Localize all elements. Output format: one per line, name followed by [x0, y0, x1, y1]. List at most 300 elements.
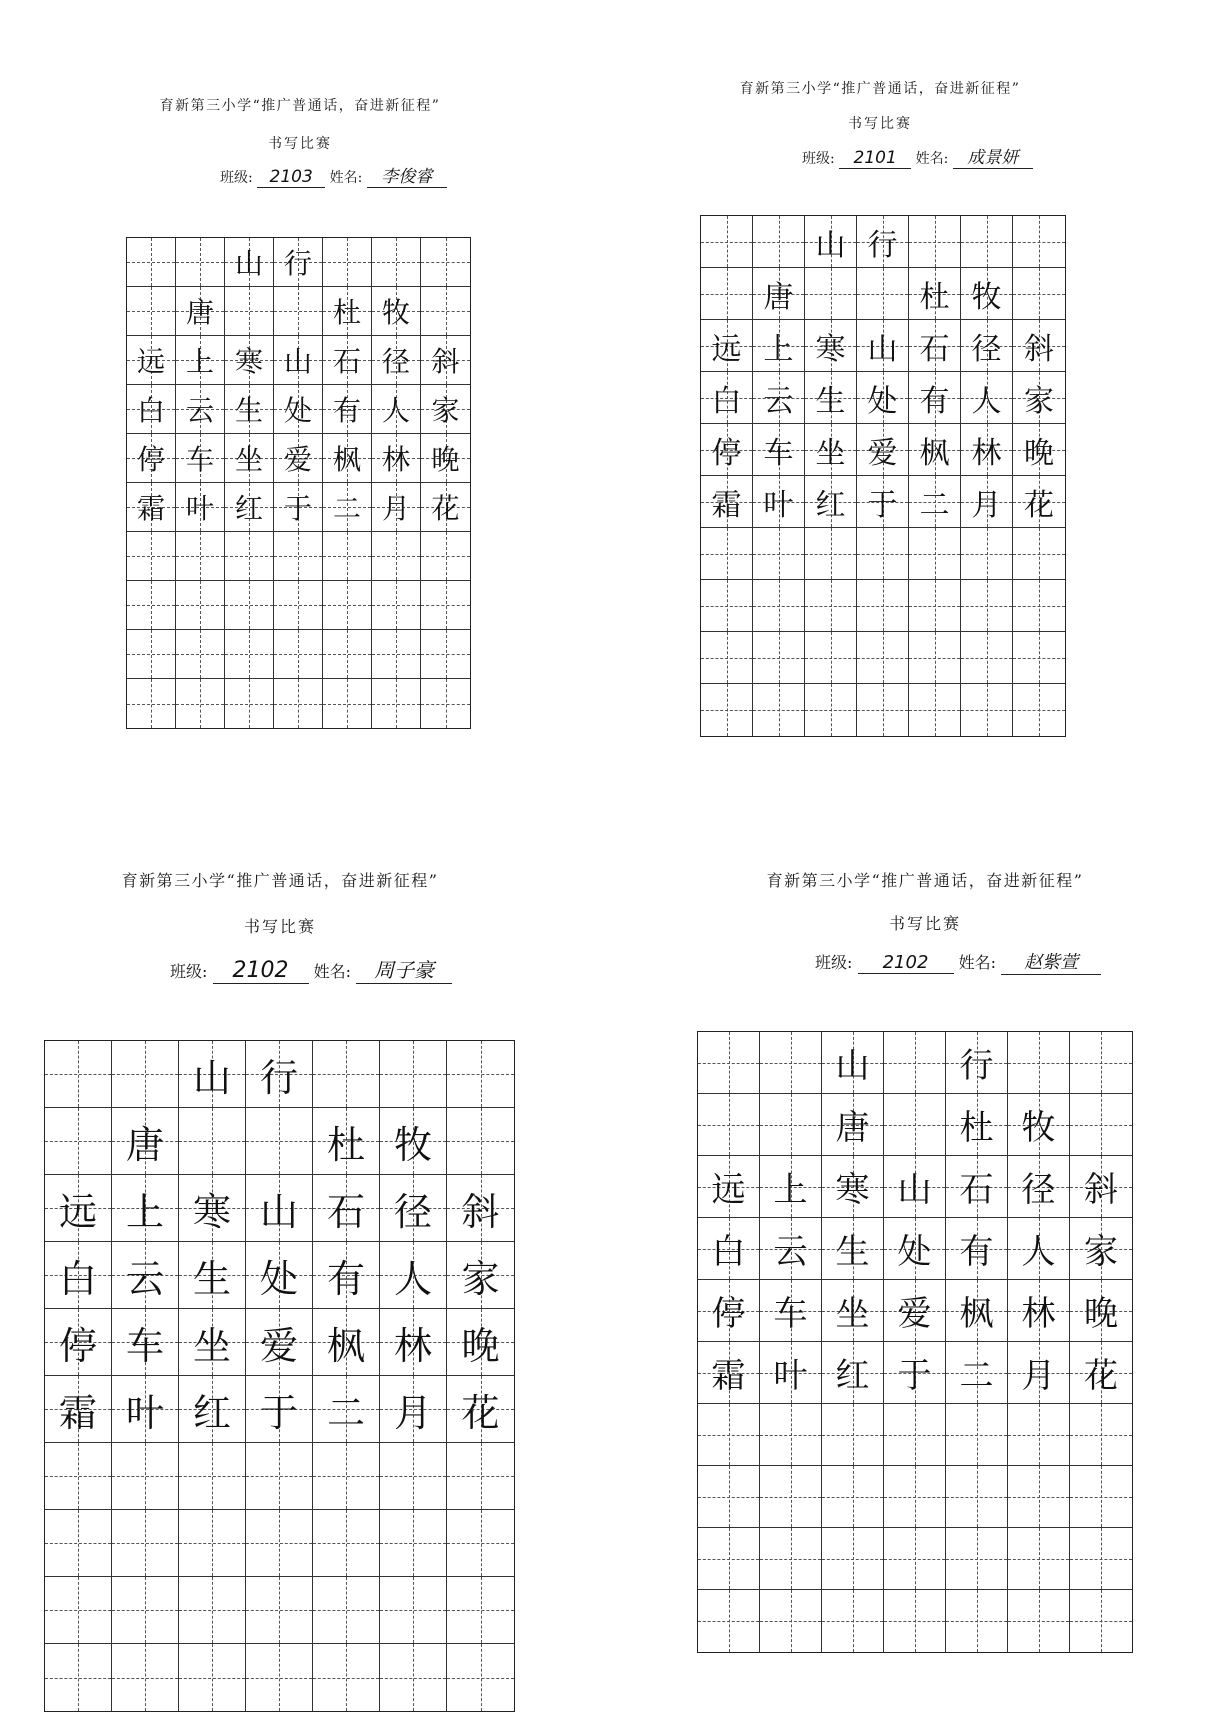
- grid-cell: [112, 1041, 179, 1108]
- grid-cell: [313, 1108, 380, 1175]
- grid-char: 霜: [711, 487, 742, 523]
- grid-cell: [313, 1175, 380, 1242]
- grid-char: 二: [959, 1356, 994, 1396]
- grid-cell: [176, 532, 225, 581]
- grid-cell: [753, 424, 805, 476]
- grid-cell: [313, 1041, 380, 1108]
- grid-char: 红: [815, 487, 846, 523]
- grid-cell: [372, 238, 421, 287]
- student-info: [802, 143, 1033, 169]
- writing-grid: [44, 1040, 515, 1712]
- grid-char: 花: [431, 492, 460, 525]
- grid-cell: [246, 1577, 313, 1644]
- grid-cell: [447, 1376, 514, 1443]
- contest-title: 书写比赛: [888, 914, 961, 933]
- grid-char: 径: [393, 1189, 432, 1234]
- grid-char: 唐: [763, 279, 794, 315]
- grid-cell: [421, 287, 470, 336]
- name-value: 李俊睿: [367, 162, 447, 188]
- grid-char: 爱: [283, 443, 312, 476]
- grid-cell: [909, 424, 961, 476]
- grid-cell: [822, 1342, 884, 1404]
- grid-char: 家: [461, 1256, 500, 1301]
- grid-char: 山: [283, 345, 312, 378]
- grid-char: 斜: [461, 1189, 500, 1234]
- grid-cell: [176, 483, 225, 532]
- grid-cell: [1013, 216, 1065, 268]
- grid-cell: [857, 580, 909, 632]
- grid-cell: [760, 1032, 822, 1094]
- grid-cell: [372, 434, 421, 483]
- grid-cell: [421, 434, 470, 483]
- grid-cell: [884, 1342, 946, 1404]
- grid-cell: [380, 1644, 447, 1711]
- grid-cell: [421, 581, 470, 630]
- grid-cell: [127, 532, 176, 581]
- grid-char: 山: [897, 1170, 932, 1210]
- grid-char: 于: [897, 1356, 932, 1396]
- grid-cell: [961, 476, 1013, 528]
- grid-cell: [421, 336, 470, 385]
- grid-char: 牧: [381, 296, 410, 329]
- grid-cell: [1008, 1280, 1070, 1342]
- grid-cell: [909, 372, 961, 424]
- grid-cell: [225, 287, 274, 336]
- grid-cell: [946, 1094, 1008, 1156]
- grid-char: 晚: [1024, 435, 1054, 471]
- grid-cell: [822, 1280, 884, 1342]
- grid-cell: [45, 1108, 112, 1175]
- grid-cell: [857, 268, 909, 320]
- grid-char: 人: [393, 1256, 432, 1301]
- grid-char: 红: [234, 492, 263, 525]
- grid-cell: [225, 434, 274, 483]
- grid-cell: [246, 1242, 313, 1309]
- grid-cell: [246, 1644, 313, 1711]
- grid-cell: [1013, 268, 1065, 320]
- grid-cell: [372, 336, 421, 385]
- grid-cell: [112, 1175, 179, 1242]
- grid-cell: [274, 287, 323, 336]
- grid-char: 山: [259, 1189, 298, 1234]
- grid-cell: [822, 1094, 884, 1156]
- grid-cell: [753, 632, 805, 684]
- grid-char: 生: [234, 394, 263, 427]
- grid-cell: [884, 1218, 946, 1280]
- grid-cell: [179, 1510, 246, 1577]
- grid-char: 牧: [971, 279, 1002, 315]
- grid-cell: [1070, 1342, 1132, 1404]
- grid-char: 晚: [461, 1323, 500, 1368]
- grid-char: 月: [971, 487, 1002, 523]
- grid-char: 远: [711, 1170, 746, 1210]
- grid-char: 林: [971, 435, 1002, 471]
- grid-cell: [179, 1242, 246, 1309]
- grid-cell: [946, 1156, 1008, 1218]
- grid-cell: [1070, 1218, 1132, 1280]
- grid-cell: [246, 1510, 313, 1577]
- grid-cell: [909, 684, 961, 736]
- grid-char: 处: [867, 383, 898, 419]
- grid-cell: [701, 476, 753, 528]
- grid-cell: [176, 434, 225, 483]
- grid-cell: [857, 476, 909, 528]
- grid-char: 杜: [919, 279, 950, 315]
- grid-cell: [760, 1590, 822, 1652]
- grid-char: 坐: [815, 435, 846, 471]
- grid-char: 有: [326, 1256, 365, 1301]
- grid-char: 于: [867, 487, 898, 523]
- grid-cell: [323, 238, 372, 287]
- grid-cell: [447, 1510, 514, 1577]
- grid-cell: [1013, 424, 1065, 476]
- grid-char: 寒: [835, 1170, 870, 1210]
- grid-cell: [372, 532, 421, 581]
- grid-char: 云: [763, 383, 794, 419]
- grid-char: 坐: [835, 1294, 870, 1334]
- grid-char: 生: [835, 1232, 870, 1272]
- grid-char: 行: [259, 1055, 298, 1100]
- contest-title: 书写比赛: [268, 136, 332, 152]
- grid-cell: [909, 580, 961, 632]
- grid-char: 爱: [259, 1323, 298, 1368]
- grid-char: 停: [711, 435, 742, 471]
- grid-cell: [701, 216, 753, 268]
- grid-cell: [805, 216, 857, 268]
- grid-cell: [313, 1443, 380, 1510]
- grid-char: 车: [125, 1323, 164, 1368]
- grid-cell: [1013, 580, 1065, 632]
- grid-cell: [127, 434, 176, 483]
- grid-cell: [176, 238, 225, 287]
- grid-char: 叶: [763, 487, 794, 523]
- grid-cell: [380, 1041, 447, 1108]
- grid-cell: [1008, 1032, 1070, 1094]
- grid-char: 斜: [1024, 331, 1054, 367]
- grid-cell: [127, 336, 176, 385]
- class-value: 2101: [839, 148, 911, 169]
- grid-cell: [805, 528, 857, 580]
- grid-cell: [961, 372, 1013, 424]
- grid-cell: [909, 268, 961, 320]
- grid-cell: [1013, 372, 1065, 424]
- grid-char: 石: [959, 1170, 994, 1210]
- grid-cell: [946, 1404, 1008, 1466]
- grid-cell: [805, 268, 857, 320]
- grid-cell: [176, 287, 225, 336]
- grid-cell: [274, 336, 323, 385]
- grid-cell: [857, 320, 909, 372]
- grid-cell: [698, 1528, 760, 1590]
- grid-char: 牧: [393, 1122, 432, 1167]
- sheet-1: [110, 95, 490, 685]
- grid-char: 叶: [773, 1356, 808, 1396]
- grid-char: 白: [711, 383, 742, 419]
- grid-char: 石: [326, 1189, 365, 1234]
- grid-char: 上: [125, 1189, 164, 1234]
- grid-cell: [884, 1280, 946, 1342]
- name-label: 姓名:: [958, 953, 996, 972]
- grid-cell: [112, 1309, 179, 1376]
- grid-char: 生: [815, 383, 846, 419]
- grid-cell: [961, 580, 1013, 632]
- grid-char: 红: [192, 1390, 231, 1435]
- grid-cell: [179, 1376, 246, 1443]
- grid-cell: [274, 483, 323, 532]
- grid-cell: [127, 238, 176, 287]
- grid-cell: [274, 532, 323, 581]
- grid-cell: [857, 372, 909, 424]
- writing-grid: [697, 1031, 1133, 1653]
- grid-cell: [45, 1041, 112, 1108]
- grid-cell: [179, 1577, 246, 1644]
- contest-title: 书写比赛: [848, 116, 912, 132]
- grid-cell: [45, 1242, 112, 1309]
- grid-char: 晚: [1084, 1294, 1118, 1334]
- grid-cell: [1013, 320, 1065, 372]
- grid-char: 白: [711, 1232, 746, 1272]
- student-info: [170, 954, 452, 984]
- class-value: 2102: [213, 958, 309, 984]
- grid-char: 山: [234, 247, 263, 280]
- grid-cell: [701, 268, 753, 320]
- grid-cell: [753, 476, 805, 528]
- grid-char: 枫: [919, 435, 950, 471]
- grid-char: 杜: [959, 1108, 994, 1148]
- grid-cell: [701, 580, 753, 632]
- grid-cell: [946, 1032, 1008, 1094]
- grid-char: 白: [136, 394, 165, 427]
- grid-char: 爱: [897, 1294, 932, 1334]
- grid-char: 上: [763, 331, 794, 367]
- grid-char: 月: [1021, 1356, 1056, 1396]
- grid-cell: [946, 1590, 1008, 1652]
- grid-cell: [127, 581, 176, 630]
- grid-cell: [961, 684, 1013, 736]
- grid-cell: [225, 336, 274, 385]
- grid-char: 花: [461, 1390, 500, 1435]
- grid-char: 枫: [959, 1294, 994, 1334]
- writing-grid: [126, 237, 471, 729]
- grid-cell: [857, 528, 909, 580]
- grid-cell: [421, 532, 470, 581]
- grid-cell: [805, 632, 857, 684]
- grid-cell: [225, 238, 274, 287]
- grid-cell: [698, 1280, 760, 1342]
- school-title: 育新第三小学“推广普通话，奋进新征程”: [159, 98, 441, 114]
- grid-cell: [822, 1156, 884, 1218]
- grid-cell: [805, 424, 857, 476]
- grid-cell: [805, 320, 857, 372]
- grid-char: 红: [835, 1356, 870, 1396]
- grid-char: 径: [971, 331, 1002, 367]
- grid-cell: [447, 1309, 514, 1376]
- grid-cell: [909, 632, 961, 684]
- grid-cell: [176, 679, 225, 728]
- grid-cell: [753, 320, 805, 372]
- grid-char: 林: [393, 1323, 432, 1368]
- grid-cell: [884, 1156, 946, 1218]
- grid-char: 霜: [136, 492, 165, 525]
- grid-cell: [760, 1156, 822, 1218]
- grid-cell: [961, 424, 1013, 476]
- grid-char: 花: [1024, 487, 1054, 523]
- grid-char: 林: [381, 443, 410, 476]
- grid-char: 石: [332, 345, 361, 378]
- class-label: 班级:: [220, 170, 253, 186]
- grid-char: 山: [835, 1046, 870, 1086]
- grid-cell: [225, 483, 274, 532]
- grid-cell: [760, 1218, 822, 1280]
- grid-cell: [961, 268, 1013, 320]
- grid-cell: [447, 1041, 514, 1108]
- class-value: 2102: [858, 952, 954, 974]
- grid-cell: [760, 1528, 822, 1590]
- student-info: [815, 948, 1101, 975]
- grid-cell: [372, 287, 421, 336]
- grid-cell: [961, 320, 1013, 372]
- grid-char: 杜: [332, 296, 361, 329]
- grid-cell: [1008, 1156, 1070, 1218]
- grid-char: 上: [185, 345, 214, 378]
- grid-cell: [698, 1032, 760, 1094]
- grid-cell: [313, 1242, 380, 1309]
- grid-char: 家: [1084, 1232, 1118, 1272]
- grid-char: 山: [192, 1055, 231, 1100]
- grid-cell: [323, 483, 372, 532]
- grid-cell: [884, 1590, 946, 1652]
- grid-cell: [421, 679, 470, 728]
- name-label: 姓名:: [329, 170, 363, 186]
- grid-cell: [127, 630, 176, 679]
- grid-cell: [822, 1404, 884, 1466]
- grid-char: 寒: [192, 1189, 231, 1234]
- grid-char: 爱: [867, 435, 898, 471]
- grid-cell: [45, 1376, 112, 1443]
- name-label: 姓名:: [915, 151, 949, 167]
- grid-char: 牧: [1021, 1108, 1056, 1148]
- grid-char: 花: [1084, 1356, 1118, 1396]
- grid-cell: [323, 630, 372, 679]
- grid-cell: [323, 336, 372, 385]
- grid-cell: [112, 1577, 179, 1644]
- grid-cell: [1008, 1466, 1070, 1528]
- grid-cell: [179, 1175, 246, 1242]
- grid-cell: [421, 630, 470, 679]
- grid-cell: [380, 1309, 447, 1376]
- grid-char: 坐: [234, 443, 263, 476]
- grid-char: 二: [919, 487, 950, 523]
- grid-cell: [380, 1510, 447, 1577]
- grid-cell: [176, 385, 225, 434]
- grid-cell: [822, 1590, 884, 1652]
- grid-cell: [857, 684, 909, 736]
- grid-char: 远: [136, 345, 165, 378]
- grid-char: 远: [711, 331, 742, 367]
- grid-cell: [112, 1644, 179, 1711]
- grid-cell: [760, 1094, 822, 1156]
- grid-cell: [701, 372, 753, 424]
- grid-char: 行: [283, 247, 312, 280]
- grid-cell: [884, 1466, 946, 1528]
- grid-cell: [225, 630, 274, 679]
- grid-cell: [1008, 1218, 1070, 1280]
- grid-cell: [1008, 1404, 1070, 1466]
- grid-char: 有: [919, 383, 950, 419]
- grid-cell: [961, 528, 1013, 580]
- grid-cell: [372, 630, 421, 679]
- grid-char: 停: [711, 1294, 746, 1334]
- grid-cell: [946, 1342, 1008, 1404]
- grid-cell: [1070, 1404, 1132, 1466]
- grid-char: 生: [192, 1256, 231, 1301]
- grid-cell: [701, 528, 753, 580]
- grid-cell: [1008, 1094, 1070, 1156]
- grid-cell: [372, 483, 421, 532]
- grid-cell: [246, 1108, 313, 1175]
- grid-cell: [822, 1032, 884, 1094]
- grid-cell: [112, 1242, 179, 1309]
- grid-cell: [753, 268, 805, 320]
- grid-cell: [805, 580, 857, 632]
- grid-char: 云: [125, 1256, 164, 1301]
- grid-char: 叶: [185, 492, 214, 525]
- class-label: 班级:: [815, 953, 853, 972]
- grid-cell: [225, 532, 274, 581]
- grid-cell: [225, 581, 274, 630]
- sheet-4: [685, 868, 1165, 1558]
- name-label: 姓名:: [313, 962, 351, 981]
- grid-char: 晚: [431, 443, 460, 476]
- name-value: 周子豪: [356, 954, 452, 984]
- contest-title: 书写比赛: [243, 917, 316, 936]
- grid-char: 月: [393, 1390, 432, 1435]
- grid-cell: [127, 385, 176, 434]
- grid-cell: [1008, 1342, 1070, 1404]
- grid-cell: [701, 424, 753, 476]
- grid-char: 于: [283, 492, 312, 525]
- grid-char: 林: [1021, 1294, 1056, 1334]
- grid-cell: [323, 581, 372, 630]
- sheet-2: [690, 78, 1070, 638]
- grid-cell: [45, 1443, 112, 1510]
- grid-cell: [1070, 1590, 1132, 1652]
- grid-cell: [1070, 1466, 1132, 1528]
- grid-char: 霜: [711, 1356, 746, 1396]
- grid-cell: [372, 679, 421, 728]
- grid-cell: [112, 1443, 179, 1510]
- grid-char: 斜: [1084, 1170, 1118, 1210]
- grid-cell: [884, 1404, 946, 1466]
- grid-cell: [753, 216, 805, 268]
- name-value: 赵紫萱: [1001, 948, 1101, 975]
- grid-char: 云: [185, 394, 214, 427]
- grid-char: 上: [773, 1170, 808, 1210]
- grid-char: 月: [381, 492, 410, 525]
- grid-cell: [698, 1404, 760, 1466]
- grid-cell: [380, 1376, 447, 1443]
- grid-cell: [421, 238, 470, 287]
- grid-cell: [246, 1376, 313, 1443]
- grid-char: 叶: [125, 1390, 164, 1435]
- grid-char: 枫: [326, 1323, 365, 1368]
- grid-cell: [753, 528, 805, 580]
- grid-char: 寒: [234, 345, 263, 378]
- grid-cell: [313, 1376, 380, 1443]
- grid-cell: [372, 385, 421, 434]
- grid-char: 处: [259, 1256, 298, 1301]
- grid-cell: [1070, 1094, 1132, 1156]
